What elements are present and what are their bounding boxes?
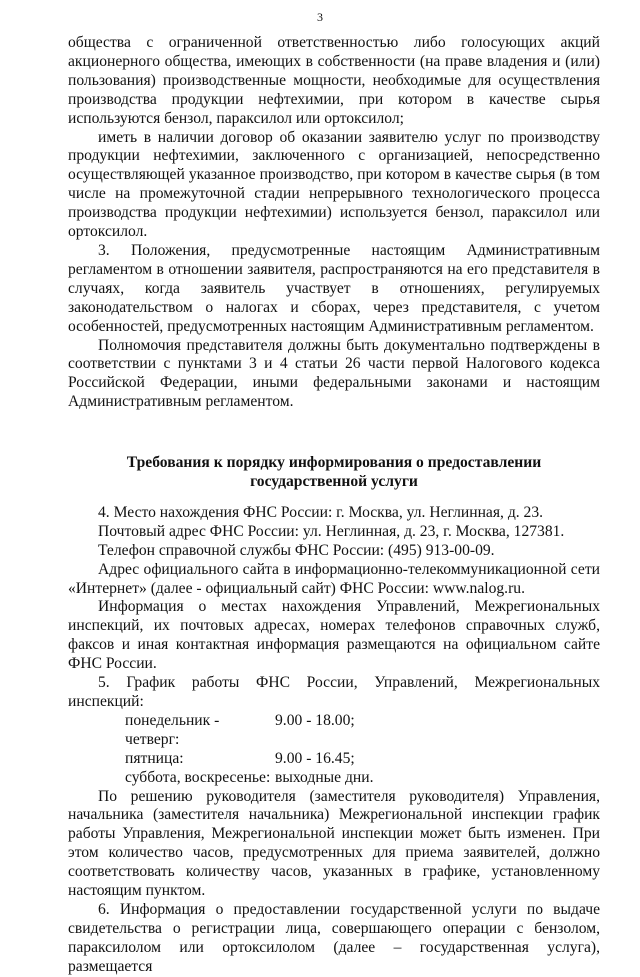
paragraph-service-info: 6. Информация о предоставлении государственной услуги по выдаче свидетельства о регистрации лица, совершающего операции с бензолом, параксилолом или ортоксилолом (далее – государственная услуга), размещается [68, 900, 600, 975]
schedule-days: пятница: [125, 749, 184, 767]
paragraph-location: 4. Место нахождения ФНС России: г. Москва, ул. Неглинная, д. 23. [98, 503, 544, 521]
paragraph-website: Адрес официального сайта в информационно-телекоммуникационной сети «Интернет» (далее - официальный сайт) ФНС России: www.nalog.ru. [68, 560, 600, 597]
section-heading [68, 454, 600, 492]
document-body [68, 34, 600, 977]
page-number: 3 [317, 10, 323, 24]
schedule-row [68, 712, 600, 750]
paragraph-phone: Телефон справочной службы ФНС России: (495) 913-00-09. [98, 541, 495, 559]
section-heading-line-2: государственной услуги [250, 473, 418, 491]
section-heading-line-1: Требования к порядку информирования о предоставлении [126, 454, 542, 472]
paragraph-shareholding: общества с ограниченной ответственностью либо голосующих акций акционерного общества, имеющих в собственности (на праве владения и (или) пользования) производственные мощности, необходимые для осуществления производства продукции нефтехимии, при котором в качестве сырья используются бензол, параксилол или ортоксилол; [68, 34, 600, 127]
paragraph-service-contract: иметь в наличии договор об оказании заявителю услуг по производству продукции нефтехимии, заключенного с организацией, непосредственно осуществляющей указанное производство, при котором в качестве сырья (в том числе на промежуточной стадии непрерывного технологического процесса производства продукции нефтехимии) используется бензол, параксилол или ортоксилол. [68, 128, 600, 241]
schedule-days: суббота, воскресенье: [125, 768, 271, 786]
schedule-row [68, 769, 600, 788]
paragraph-schedule-intro: 5. График работы ФНС России, Управлений, Межрегиональных инспекций: [68, 674, 600, 710]
work-schedule [68, 712, 600, 788]
schedule-hours: выходные дни. [275, 768, 374, 786]
schedule-days: понедельник - четверг: [125, 711, 220, 748]
paragraph-contact-info: Информация о местах нахождения Управлений, Межрегиональных инспекций, их почтовых адресах, номерах телефонов справочных служб, факсов и иная контактная информация размещаются на официальном сайте ФНС России. [68, 598, 600, 673]
schedule-hours: 9.00 - 16.45; [275, 749, 355, 767]
paragraph-representative-powers: Полномочия представителя должны быть документально подтверждены в соответствии с пунктами 3 и 4 статьи 26 части первой Налогового кодекса Российской Федерации, иными федеральными законами и настоящим Административным регламентом. [68, 336, 600, 411]
paragraph-representative-provisions: 3. Положения, предусмотренные настоящим Административным регламентом в отношении заявителя, распространяются на его представителя в случаях, когда заявитель участвует в отношениях, регулируемых законодательством о налогах и сборах, через представителя, с учетом особенностей, предусмотренных настоящим Административным регламентом. [68, 241, 600, 335]
paragraph-schedule-change: По решению руководителя (заместителя руководителя) Управления, начальника (заместителя начальника) Межрегиональной инспекции график работы Управления, Межрегиональной инспекции может быть изменен. При этом количество часов, предусмотренных для приема заявителей, должно соответствовать количеству часов, указанных в графике, установленному настоящим пунктом. [68, 787, 600, 900]
schedule-row [68, 750, 600, 769]
schedule-hours: 9.00 - 18.00; [275, 711, 355, 729]
paragraph-postal-address: Почтовый адрес ФНС России: ул. Неглинная, д. 23, г. Москва, 127381. [98, 522, 565, 540]
